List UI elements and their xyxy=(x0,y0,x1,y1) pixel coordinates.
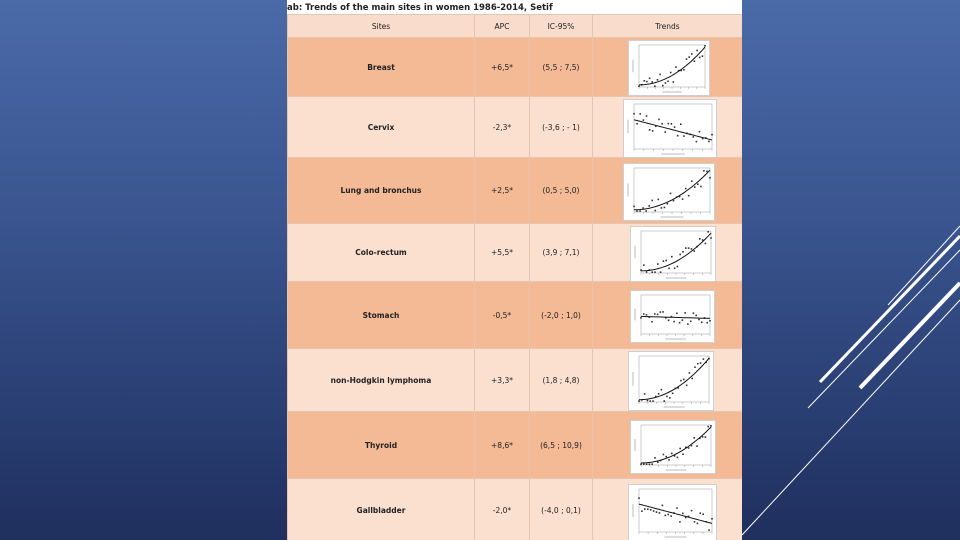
data-point xyxy=(644,393,646,395)
data-point xyxy=(673,200,675,202)
table-row xyxy=(288,479,743,540)
data-point xyxy=(636,210,638,212)
ci-cell: (-4,0 ; 0,1) xyxy=(530,479,593,540)
data-point xyxy=(702,513,704,515)
data-point xyxy=(691,53,693,55)
data-point xyxy=(646,271,648,273)
apc-cell: +2,5* xyxy=(475,158,530,224)
data-point xyxy=(694,60,696,62)
data-point xyxy=(670,515,672,517)
data-point xyxy=(657,79,659,81)
data-point xyxy=(709,177,711,179)
data-point xyxy=(688,56,690,58)
data-point xyxy=(651,321,653,323)
data-point xyxy=(700,362,702,364)
data-point xyxy=(648,205,650,207)
data-point xyxy=(683,69,685,71)
data-point xyxy=(661,207,663,209)
data-point xyxy=(677,266,679,268)
data-point xyxy=(694,366,696,368)
data-point xyxy=(699,238,701,240)
trend-cell xyxy=(593,412,743,479)
data-point xyxy=(686,385,688,387)
header-trends: Trends xyxy=(593,15,743,38)
data-point xyxy=(651,81,653,83)
data-point xyxy=(638,85,640,87)
data-point xyxy=(684,312,686,314)
data-point xyxy=(651,271,653,273)
data-point xyxy=(664,131,666,133)
data-point xyxy=(659,74,661,76)
data-point xyxy=(638,400,640,402)
data-point xyxy=(665,456,667,458)
data-point xyxy=(693,250,695,252)
data-point xyxy=(646,314,648,316)
data-point xyxy=(705,243,707,245)
data-point xyxy=(696,50,698,52)
data-point xyxy=(680,380,682,382)
data-point xyxy=(693,437,695,439)
data-point xyxy=(688,195,690,197)
data-point xyxy=(643,463,645,465)
apc-cell: -2,0* xyxy=(475,479,530,540)
apc-cell: -0,5* xyxy=(475,282,530,349)
data-point xyxy=(711,518,713,520)
data-point xyxy=(685,188,687,190)
data-point xyxy=(682,251,684,253)
data-point xyxy=(679,521,681,523)
site-cell: Cervix xyxy=(288,97,475,158)
trend-cell xyxy=(593,349,743,412)
data-point xyxy=(654,457,656,459)
data-point xyxy=(658,119,660,121)
data-point xyxy=(703,358,705,360)
data-point xyxy=(654,85,656,87)
data-point xyxy=(655,210,657,212)
data-point xyxy=(707,426,709,428)
data-point xyxy=(663,454,665,456)
data-point xyxy=(682,453,684,455)
data-point xyxy=(661,389,663,391)
data-point xyxy=(694,521,696,523)
trend-cell xyxy=(593,38,743,97)
data-point xyxy=(702,55,704,57)
data-point xyxy=(646,463,648,465)
data-point xyxy=(696,141,698,143)
trends-table xyxy=(287,14,742,540)
data-point xyxy=(643,313,645,315)
data-point xyxy=(700,512,702,514)
trend-plot xyxy=(630,420,716,474)
data-point xyxy=(670,72,672,74)
ci-cell: (5,5 ; 7,5) xyxy=(530,38,593,97)
trend-line xyxy=(641,427,711,463)
data-point xyxy=(691,510,693,512)
data-point xyxy=(638,497,640,499)
data-point xyxy=(710,237,712,239)
ci-cell: (0,5 ; 5,0) xyxy=(530,158,593,224)
data-point xyxy=(708,529,710,531)
data-point xyxy=(671,256,673,258)
data-point xyxy=(666,396,668,398)
data-point xyxy=(668,320,670,322)
data-point xyxy=(695,315,697,317)
data-point xyxy=(693,136,695,138)
trend-cell xyxy=(593,97,743,158)
data-point xyxy=(668,459,670,461)
data-point xyxy=(639,210,641,212)
data-point xyxy=(699,131,701,133)
ci-cell: (-3,6 ; - 1) xyxy=(530,97,593,158)
data-point xyxy=(690,321,692,323)
table-row xyxy=(288,412,743,479)
data-point xyxy=(652,130,654,132)
ci-cell: (1,8 ; 4,8) xyxy=(530,349,593,412)
data-point xyxy=(656,511,658,513)
data-point xyxy=(667,81,669,83)
data-point xyxy=(640,463,642,465)
trend-plot xyxy=(628,351,714,411)
data-point xyxy=(662,505,664,507)
data-point xyxy=(708,141,710,143)
data-point xyxy=(709,320,711,322)
data-point xyxy=(706,322,708,324)
data-point xyxy=(653,510,655,512)
data-point xyxy=(671,453,673,455)
data-point xyxy=(633,113,635,115)
apc-cell: +6,5* xyxy=(475,38,530,97)
data-point xyxy=(691,180,693,182)
data-point xyxy=(688,247,690,249)
trend-plot xyxy=(628,40,710,96)
trend-line xyxy=(634,120,712,140)
data-point xyxy=(644,80,646,82)
data-point xyxy=(660,271,662,273)
data-point xyxy=(687,323,689,325)
data-point xyxy=(647,508,649,510)
apc-cell: -2,3* xyxy=(475,97,530,158)
data-point xyxy=(665,82,667,84)
data-point xyxy=(706,171,708,173)
data-point xyxy=(643,264,645,266)
data-point xyxy=(676,507,678,509)
data-point xyxy=(647,400,649,402)
data-point xyxy=(658,393,660,395)
trend-plot xyxy=(623,99,717,158)
data-point xyxy=(688,447,690,449)
data-point xyxy=(654,313,656,315)
data-point xyxy=(707,231,709,233)
trend-plot xyxy=(623,163,715,221)
data-point xyxy=(673,321,675,323)
ci-cell: (6,5 ; 10,9) xyxy=(530,412,593,479)
table-row xyxy=(288,224,743,282)
data-point xyxy=(698,319,700,321)
data-point xyxy=(651,200,653,202)
data-point xyxy=(662,85,664,87)
data-point xyxy=(686,58,688,60)
data-point xyxy=(649,463,651,465)
data-point xyxy=(639,113,641,115)
header-apc: APC xyxy=(475,15,530,38)
trend-cell xyxy=(593,479,743,540)
trend-line xyxy=(639,47,705,85)
data-point xyxy=(699,57,701,59)
data-point xyxy=(697,183,699,185)
data-point xyxy=(669,397,671,399)
data-point xyxy=(658,199,660,201)
data-point xyxy=(682,198,684,200)
data-point xyxy=(657,263,659,265)
data-point xyxy=(702,436,704,438)
site-cell: Colo-rectum xyxy=(288,224,475,282)
data-point xyxy=(646,115,648,117)
data-point xyxy=(649,129,651,131)
apc-cell: +3,3* xyxy=(475,349,530,412)
site-cell: Thyroid xyxy=(288,412,475,479)
data-point xyxy=(664,207,666,209)
data-point xyxy=(672,393,674,395)
data-point xyxy=(636,123,638,125)
data-point xyxy=(677,457,679,459)
data-point xyxy=(685,247,687,249)
data-point xyxy=(683,379,685,381)
data-point xyxy=(696,445,698,447)
data-point xyxy=(674,126,676,128)
trend-cell xyxy=(593,224,743,282)
data-point xyxy=(651,463,653,465)
ci-cell: (-2,0 ; 1,0) xyxy=(530,282,593,349)
data-point xyxy=(691,248,693,250)
data-point xyxy=(682,319,684,321)
data-point xyxy=(674,268,676,270)
data-point xyxy=(633,206,635,208)
apc-cell: +8,6* xyxy=(475,412,530,479)
data-point xyxy=(676,313,678,315)
data-point xyxy=(654,271,656,273)
site-cell: Lung and bronchus xyxy=(288,158,475,224)
trend-line xyxy=(639,358,709,399)
data-point xyxy=(642,207,644,209)
data-point xyxy=(644,508,646,510)
data-point xyxy=(677,135,679,137)
data-point xyxy=(667,203,669,205)
site-cell: Stomach xyxy=(288,282,475,349)
trend-cell xyxy=(593,282,743,349)
site-cell: non-Hodgkin lymphoma xyxy=(288,349,475,412)
table-row xyxy=(288,282,743,349)
data-point xyxy=(701,322,703,324)
table-row xyxy=(288,38,743,97)
data-point xyxy=(662,311,664,313)
data-point xyxy=(640,317,642,319)
data-point xyxy=(663,400,665,402)
data-point xyxy=(668,123,670,125)
site-cell: Breast xyxy=(288,38,475,97)
trend-plot xyxy=(630,226,716,282)
table-header-row xyxy=(288,15,743,38)
data-point xyxy=(646,81,648,83)
data-point xyxy=(652,400,654,402)
trend-cell xyxy=(593,158,743,224)
data-point xyxy=(700,186,702,188)
table-row xyxy=(288,158,743,224)
data-point xyxy=(682,513,684,515)
data-point xyxy=(663,260,665,262)
table-row xyxy=(288,349,743,412)
data-point xyxy=(645,210,647,212)
trend-plot xyxy=(630,290,715,343)
data-point xyxy=(679,322,681,324)
data-point xyxy=(679,448,681,450)
data-point xyxy=(670,193,672,195)
data-point xyxy=(665,515,667,517)
data-point xyxy=(660,311,662,313)
data-point xyxy=(661,123,663,125)
apc-cell: +5,5* xyxy=(475,224,530,282)
data-point xyxy=(693,312,695,314)
trend-line xyxy=(634,170,710,210)
data-point xyxy=(671,123,673,125)
data-point xyxy=(649,78,651,80)
data-point xyxy=(665,260,667,262)
data-point xyxy=(680,123,682,125)
table-sheet xyxy=(287,0,742,540)
data-point xyxy=(705,436,707,438)
data-point xyxy=(704,45,706,47)
data-point xyxy=(703,170,705,172)
data-point xyxy=(679,254,681,256)
data-point xyxy=(643,119,645,121)
data-point xyxy=(697,523,699,525)
data-point xyxy=(668,268,670,270)
trend-line xyxy=(641,316,710,318)
data-point xyxy=(667,514,669,516)
data-point xyxy=(649,400,651,402)
header-ci: IC-95% xyxy=(530,15,593,38)
data-point xyxy=(641,510,643,512)
table-caption: ab: Trends of the main sites in women 1986-2014, Setif xyxy=(287,3,553,13)
data-point xyxy=(675,66,677,68)
data-point xyxy=(657,461,659,463)
data-point xyxy=(659,512,661,514)
data-point xyxy=(694,186,696,188)
data-point xyxy=(657,314,659,316)
data-point xyxy=(711,134,713,136)
data-point xyxy=(650,509,652,511)
site-cell: Gallbladder xyxy=(288,479,475,540)
trend-plot xyxy=(628,484,717,540)
data-point xyxy=(673,81,675,83)
data-point xyxy=(683,135,685,137)
data-point xyxy=(689,372,691,374)
header-sites: Sites xyxy=(288,15,475,38)
data-point xyxy=(691,378,693,380)
data-point xyxy=(697,363,699,365)
ci-cell: (3,9 ; 7,1) xyxy=(530,224,593,282)
data-point xyxy=(710,425,712,427)
table-row xyxy=(288,97,743,158)
